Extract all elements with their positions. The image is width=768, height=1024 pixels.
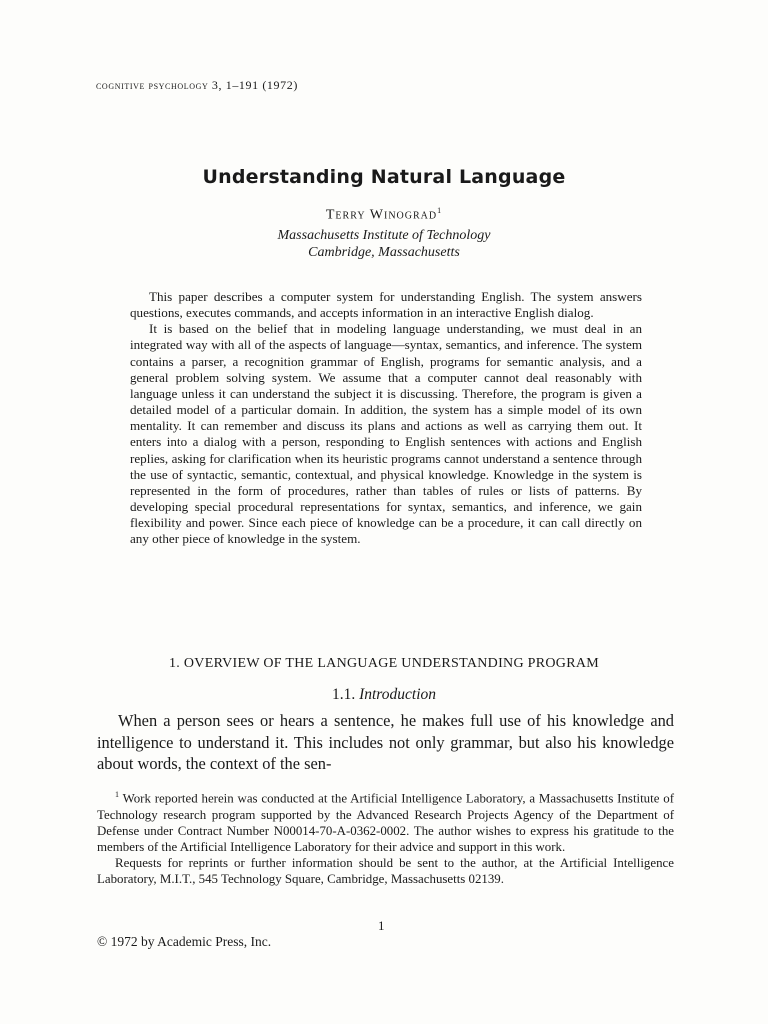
- footnote-paragraph-2: Requests for reprints or further information should be sent to the author, at the Artificial Intelligence Laboratory, M.I.T., 545 Technology Square, Cambridge, Massachusetts 02139.: [97, 856, 674, 887]
- author-name: [0, 206, 768, 224]
- affiliation-institution: Massachusetts Institute of Technology: [277, 228, 491, 243]
- paper-title: Understanding Natural Language: [202, 166, 566, 188]
- footnote: [97, 787, 674, 888]
- abstract-paragraph-2: It is based on the belief that in modeling language understanding, we must deal in an integrated way with all of the aspects of language—syntax, semantics, and inference. The system contains a parser, a recognition grammar of English, programs for semantic analysis, and a general problem solving system. We assume that a computer cannot deal reasonably with language unless it can understand the subject it is discussing. Therefore, the program is given a detailed model of a particular domain. In addition, the system has a simple model of its own mentality. It can remember and discuss its plans and actions as well as carrying them out. It enters into a dialog with a person, responding to English sentences with actions and English replies, asking for clarification when its heuristic programs cannot understand a sentence through the use of syntactic, semantic, contextual, and physical knowledge. Knowledge in the system is represented in the form of procedures, rather than tables of rules or lists of patterns. By developing special procedural representations for syntax, semantics, and inference, we gain flexibility and power. Since each piece of knowledge can be a procedure, it can call directly on any other piece of knowledge in the system.: [130, 321, 642, 547]
- subsection-title: Introduction: [359, 686, 437, 703]
- page-number: 1: [378, 918, 385, 933]
- affiliation-location: Cambridge, Massachusetts: [308, 245, 460, 260]
- author-footnote-mark: 1: [437, 206, 443, 215]
- section-heading: 1. OVERVIEW OF THE LANGUAGE UNDERSTANDING PROGRAM: [169, 656, 599, 671]
- footnote-mark: 1: [115, 790, 119, 799]
- author-name-text: Terry Winograd: [325, 207, 438, 223]
- subsection-number: 1.1.: [331, 686, 356, 703]
- copyright-notice: © 1972 by Academic Press, Inc.: [97, 934, 272, 949]
- abstract: [130, 289, 642, 548]
- subsection-heading: [0, 686, 768, 704]
- abstract-paragraph-1: This paper describes a computer system for understanding English. The system answers questions, executes commands, and accepts information in an interactive English dialog.: [130, 289, 642, 321]
- footnote-paragraph-1: [97, 787, 674, 855]
- body-text: [97, 710, 674, 775]
- body-paragraph: When a person sees or hears a sentence, he makes full use of his knowledge and intelligence to understand it. This includes not only grammar, but also his knowledge about words, the context of the sen-: [97, 711, 674, 773]
- footnote-paragraph-1-text: Work reported herein was conducted at the Artificial Intelligence Laboratory, a Massachusetts Institute of Technology research program supported by the Advanced Research Projects Agency of the Department of Defense under Contract Number N00014-70-A-0362-0002. The author wishes to express his gratitude to the members of the Artificial Intelligence Laboratory for their advice and support in this work.: [97, 791, 674, 854]
- journal-citation: cognitive psychology 3, 1–191 (1972): [96, 78, 298, 92]
